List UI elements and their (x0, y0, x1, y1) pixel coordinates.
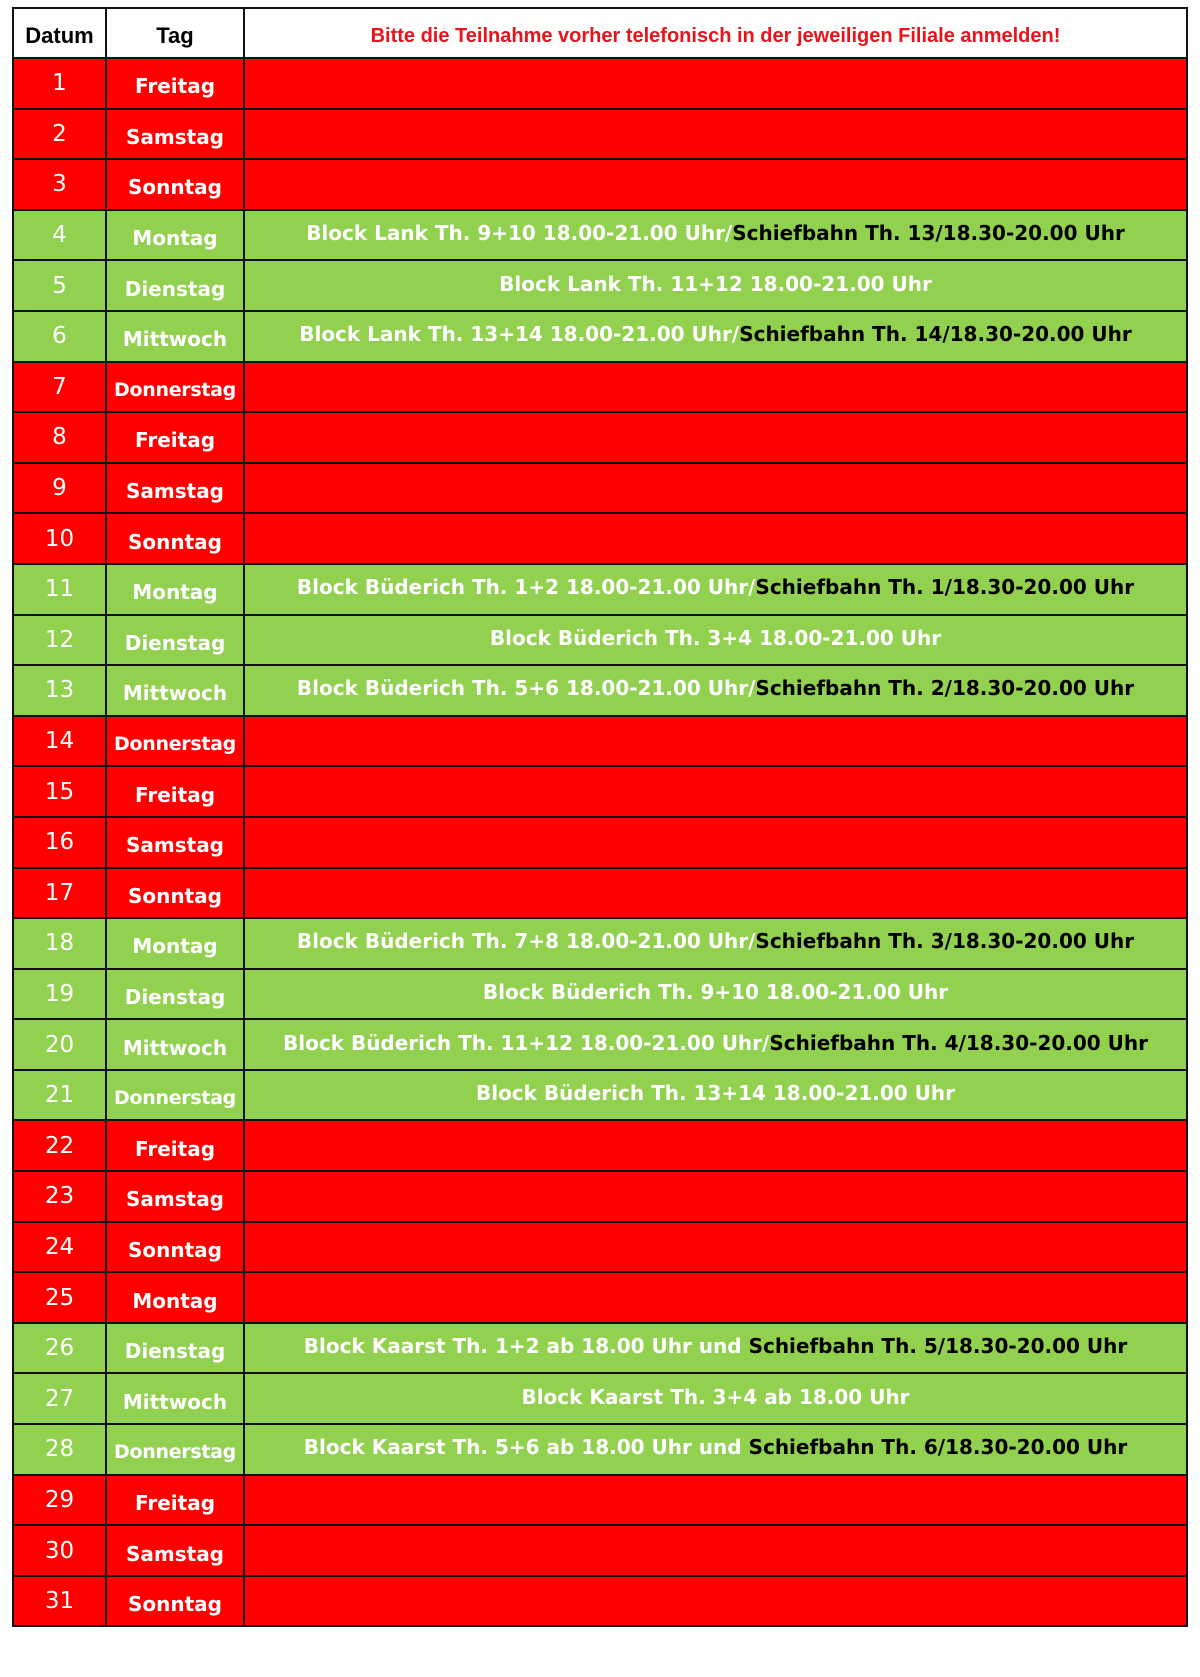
block-session-text: Block Büderich Th. 7+8 18.00-21.00 Uhr/ (296, 929, 756, 954)
session-cell (244, 1424, 1187, 1475)
schiefbahn-session-text: Schiefbahn Th. 14/18.30-20.00 Uhr (739, 322, 1132, 347)
table-row (13, 918, 1187, 969)
date-cell: 24 (13, 1222, 106, 1273)
day-cell: Mittwoch (106, 311, 244, 362)
day-cell: Dienstag (106, 969, 244, 1020)
day-cell: Mittwoch (106, 665, 244, 716)
table-row (13, 1019, 1187, 1070)
date-cell: 7 (13, 362, 106, 413)
day-cell: Sonntag (106, 1576, 244, 1627)
date-cell: 4 (13, 210, 106, 261)
day-cell: Dienstag (106, 260, 244, 311)
date-cell: 16 (13, 817, 106, 868)
schiefbahn-session-text: Schiefbahn Th. 3/18.30-20.00 Uhr (755, 929, 1135, 954)
schiefbahn-session-text: Schiefbahn Th. 1/18.30-20.00 Uhr (755, 575, 1135, 600)
day-cell: Freitag (106, 1475, 244, 1526)
schiefbahn-session-text: Schiefbahn Th. 2/18.30-20.00 Uhr (755, 676, 1135, 701)
header-row (13, 8, 1187, 58)
day-cell: Samstag (106, 109, 244, 160)
session-cell (244, 868, 1187, 919)
day-cell: Donnerstag (106, 362, 244, 413)
table-row (13, 766, 1187, 817)
table-row (13, 1525, 1187, 1576)
table-body (13, 58, 1187, 1626)
date-cell: 25 (13, 1272, 106, 1323)
date-cell: 21 (13, 1070, 106, 1121)
date-cell: 30 (13, 1525, 106, 1576)
block-session-text: Block Büderich Th. 11+12 18.00-21.00 Uhr/ (282, 1030, 770, 1055)
table-row (13, 1576, 1187, 1627)
date-cell: 3 (13, 159, 106, 210)
date-cell: 20 (13, 1019, 106, 1070)
session-cell (244, 665, 1187, 716)
day-cell: Freitag (106, 1120, 244, 1171)
day-cell: Sonntag (106, 159, 244, 210)
session-cell (244, 159, 1187, 210)
date-cell: 10 (13, 513, 106, 564)
day-cell: Samstag (106, 463, 244, 514)
table-row (13, 564, 1187, 615)
date-cell: 6 (13, 311, 106, 362)
schedule-table (12, 7, 1188, 1627)
table-row (13, 1323, 1187, 1374)
session-cell (244, 109, 1187, 160)
table-row (13, 109, 1187, 160)
day-cell: Donnerstag (106, 1424, 244, 1475)
session-cell (244, 1323, 1187, 1374)
date-cell: 27 (13, 1373, 106, 1424)
session-cell (244, 1171, 1187, 1222)
day-cell: Freitag (106, 766, 244, 817)
table-row (13, 1272, 1187, 1323)
schiefbahn-session-text: Schiefbahn Th. 5/18.30-20.00 Uhr (748, 1334, 1128, 1359)
session-cell (244, 969, 1187, 1020)
session-cell (244, 1222, 1187, 1273)
table-row (13, 260, 1187, 311)
table-row (13, 1424, 1187, 1475)
date-cell: 1 (13, 58, 106, 109)
day-cell: Donnerstag (106, 1070, 244, 1121)
schiefbahn-session-text: Schiefbahn Th. 4/18.30-20.00 Uhr (769, 1030, 1149, 1055)
date-cell: 12 (13, 615, 106, 666)
session-cell (244, 1070, 1187, 1121)
date-cell: 23 (13, 1171, 106, 1222)
session-cell (244, 1272, 1187, 1323)
table-row (13, 969, 1187, 1020)
session-cell (244, 513, 1187, 564)
date-cell: 5 (13, 260, 106, 311)
table-row (13, 463, 1187, 514)
session-cell (244, 260, 1187, 311)
block-session-text: Block Büderich Th. 9+10 18.00-21.00 Uhr (482, 979, 949, 1004)
day-cell: Freitag (106, 412, 244, 463)
day-cell: Sonntag (106, 513, 244, 564)
date-cell: 15 (13, 766, 106, 817)
table-row (13, 1120, 1187, 1171)
session-cell (244, 918, 1187, 969)
session-cell (244, 615, 1187, 666)
session-cell (244, 1475, 1187, 1526)
schiefbahn-session-text: Schiefbahn Th. 6/18.30-20.00 Uhr (748, 1435, 1128, 1460)
day-cell: Mittwoch (106, 1373, 244, 1424)
date-cell: 9 (13, 463, 106, 514)
block-session-text: Block Büderich Th. 3+4 18.00-21.00 Uhr (489, 625, 942, 650)
date-cell: 13 (13, 665, 106, 716)
day-cell: Montag (106, 918, 244, 969)
session-cell (244, 1525, 1187, 1576)
table-row (13, 1373, 1187, 1424)
table-row (13, 159, 1187, 210)
date-cell: 22 (13, 1120, 106, 1171)
block-session-text: Block Lank Th. 13+14 18.00-21.00 Uhr/ (299, 322, 740, 347)
day-cell: Sonntag (106, 868, 244, 919)
table-row (13, 665, 1187, 716)
table-row (13, 1171, 1187, 1222)
day-cell: Samstag (106, 1171, 244, 1222)
table-row (13, 817, 1187, 868)
block-session-text: Block Kaarst Th. 3+4 ab 18.00 Uhr (521, 1384, 910, 1409)
day-cell: Mittwoch (106, 1019, 244, 1070)
table-row (13, 210, 1187, 261)
session-cell (244, 1576, 1187, 1627)
date-cell: 2 (13, 109, 106, 160)
session-cell (244, 1120, 1187, 1171)
session-cell (244, 564, 1187, 615)
block-session-text: Block Lank Th. 11+12 18.00-21.00 Uhr (499, 271, 932, 296)
session-cell (244, 1019, 1187, 1070)
session-cell (244, 1373, 1187, 1424)
table-row (13, 615, 1187, 666)
day-cell: Dienstag (106, 1323, 244, 1374)
block-session-text: Block Kaarst Th. 1+2 ab 18.00 Uhr (303, 1334, 692, 1359)
day-cell: Sonntag (106, 1222, 244, 1273)
date-cell: 8 (13, 412, 106, 463)
day-cell: Donnerstag (106, 716, 244, 767)
session-cell (244, 716, 1187, 767)
block-session-text: Block Kaarst Th. 5+6 ab 18.00 Uhr (303, 1435, 692, 1460)
session-cell (244, 311, 1187, 362)
date-cell: 18 (13, 918, 106, 969)
block-session-text: Block Lank Th. 9+10 18.00-21.00 Uhr/ (306, 221, 733, 246)
date-cell: 31 (13, 1576, 106, 1627)
day-cell: Samstag (106, 1525, 244, 1576)
table-row (13, 362, 1187, 413)
day-cell: Montag (106, 1272, 244, 1323)
schiefbahn-session-text: Schiefbahn Th. 13/18.30-20.00 Uhr (732, 221, 1125, 246)
session-cell (244, 412, 1187, 463)
table-row (13, 716, 1187, 767)
day-column-header: Tag (106, 8, 244, 58)
date-column-header: Datum (13, 8, 106, 58)
session-separator: und (691, 1435, 749, 1460)
session-cell (244, 210, 1187, 261)
day-cell: Dienstag (106, 615, 244, 666)
block-session-text: Block Büderich Th. 1+2 18.00-21.00 Uhr/ (296, 575, 756, 600)
session-cell (244, 58, 1187, 109)
table-row (13, 1222, 1187, 1273)
table-header (13, 8, 1187, 58)
table-row (13, 1475, 1187, 1526)
registration-notice: Bitte die Teilnahme vorher telefonisch in der jeweiligen Filiale anmelden! (244, 8, 1187, 58)
day-cell: Montag (106, 210, 244, 261)
session-cell (244, 362, 1187, 413)
table-row (13, 58, 1187, 109)
table-row (13, 868, 1187, 919)
session-separator: und (691, 1334, 749, 1359)
block-session-text: Block Büderich Th. 13+14 18.00-21.00 Uhr (475, 1081, 956, 1106)
table-row (13, 412, 1187, 463)
session-cell (244, 463, 1187, 514)
table-row (13, 513, 1187, 564)
date-cell: 19 (13, 969, 106, 1020)
date-cell: 11 (13, 564, 106, 615)
day-cell: Samstag (106, 817, 244, 868)
session-cell (244, 817, 1187, 868)
table-row (13, 1070, 1187, 1121)
date-cell: 28 (13, 1424, 106, 1475)
session-cell (244, 766, 1187, 817)
block-session-text: Block Büderich Th. 5+6 18.00-21.00 Uhr/ (296, 676, 756, 701)
date-cell: 26 (13, 1323, 106, 1374)
date-cell: 14 (13, 716, 106, 767)
table-row (13, 311, 1187, 362)
day-cell: Montag (106, 564, 244, 615)
day-cell: Freitag (106, 58, 244, 109)
date-cell: 17 (13, 868, 106, 919)
date-cell: 29 (13, 1475, 106, 1526)
